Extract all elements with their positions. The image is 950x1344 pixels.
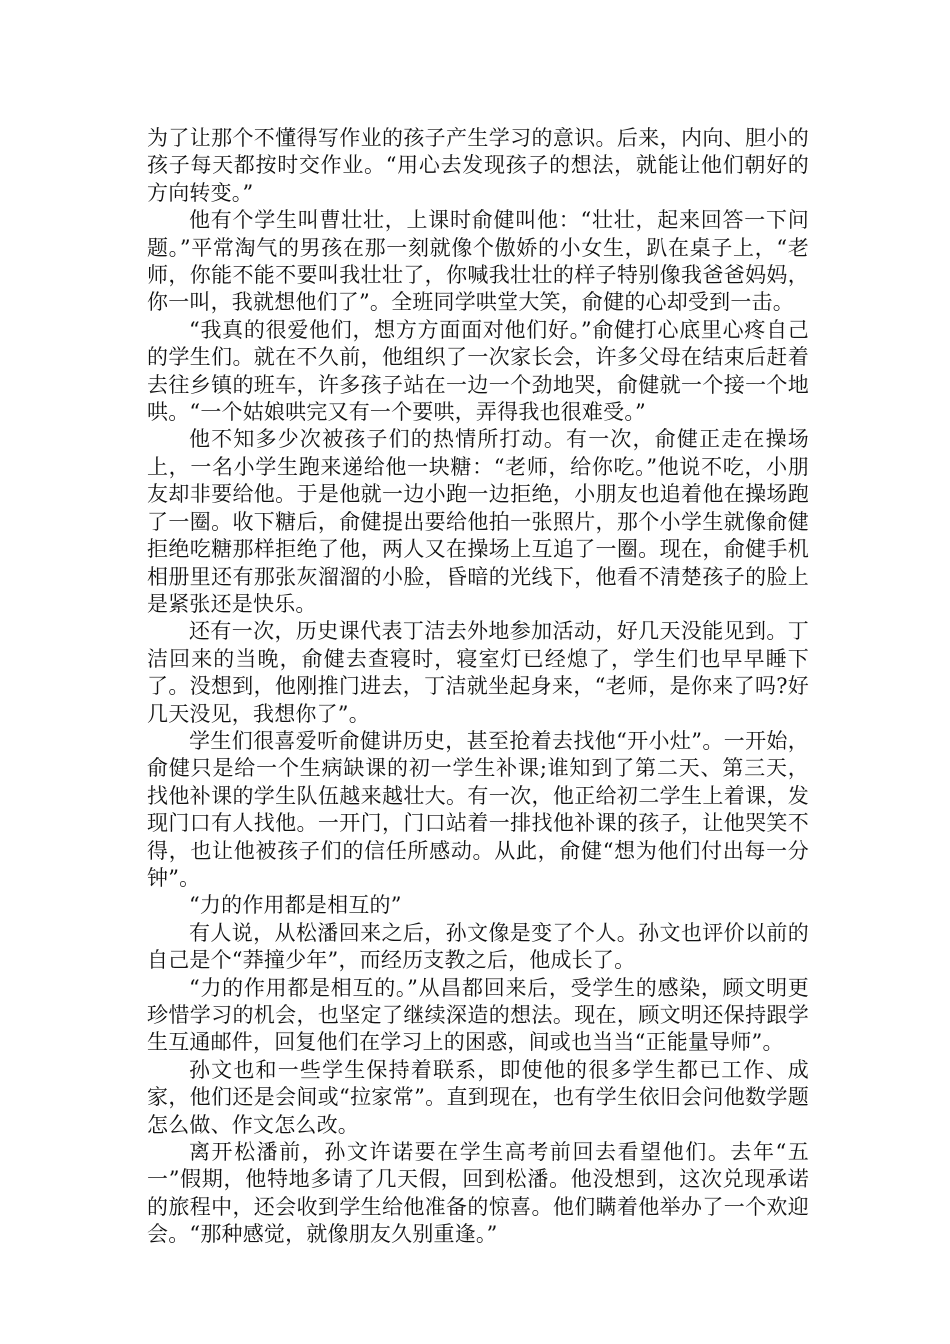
paragraph-2: 他有个学生叫曹壮壮，上课时俞健叫他：“壮壮，起来回答一下问题。”平常淘气的男孩在那一刻就像个傲娇的小女生，趴在桌子上，“老师，你能不能不要叫我壮壮了，你喊我壮壮的样子特别像我爸爸妈妈，你一叫，我就想他们了”。全班同学哄堂大笑，俞健的心却受到一击。 xyxy=(147,208,809,315)
paragraph-5: 还有一次，历史课代表丁洁去外地参加活动，好几天没能见到。丁洁回来的当晚，俞健去查寝时，寝室灯已经熄了，学生们也早早睡下了。没想到，他刚推门进去，丁洁就坐起身来，“老师，是你来了吗?好几天没见，我想你了”。 xyxy=(147,619,809,726)
paragraph-1: 为了让那个不懂得写作业的孩子产生学习的意识。后来，内向、胆小的孩子每天都按时交作业。“用心去发现孩子的想法，就能让他们朝好的方向转变。” xyxy=(147,126,809,205)
paragraph-4: 他不知多少次被孩子们的热情所打动。有一次，俞健正走在操场上，一名小学生跑来递给他一块糖：“老师，给你吃。”他说不吃，小朋友却非要给他。于是他就一边小跑一边拒绝，小朋友也追着他在操场跑了一圈。收下糖后，俞健提出要给他拍一张照片，那个小学生就像俞健拒绝吃糖那样拒绝了他，两人又在操场上互追了一圈。现在，俞健手机相册里还有那张灰溜溜的小脸，昏暗的光线下，他看不清楚孩子的脸上是紧张还是快乐。 xyxy=(147,427,809,616)
paragraph-10: 离开松潘前，孙文许诺要在学生高考前回去看望他们。去年“五一”假期，他特地多请了几天假，回到松潘。他没想到，这次兑现承诺的旅程中，还会收到学生给他准备的惊喜。他们瞒着他举办了一个欢迎会。“那种感觉，就像朋友久别重逢。” xyxy=(147,1140,809,1247)
article-body xyxy=(147,125,809,1249)
paragraph-9: 孙文也和一些学生保持着联系，即使他的很多学生都已工作、成家，他们还是会间或“拉家常”。直到现在，也有学生依旧会问他数学题怎么做、作文怎么改。 xyxy=(147,1057,809,1137)
paragraph-7: 有人说，从松潘回来之后，孙文像是变了个人。孙文也评价以前的自己是个“莽撞少年”，而经历支教之后，他成长了。 xyxy=(147,920,809,973)
paragraph-3: “我真的很爱他们，想方方面面对他们好。”俞健打心底里心疼自己的学生们。就在不久前，他组织了一次家长会，许多父母在结束后赶着去往乡镇的班车，许多孩子站在一边一个劲地哭，俞健就一个接一个地哄。“一个姑娘哄完又有一个要哄，弄得我也很难受。” xyxy=(147,317,809,425)
section-heading: “力的作用都是相互的” xyxy=(189,893,402,918)
paragraph-6: 学生们很喜爱听俞健讲历史，甚至抢着去找他“开小灶”。一开始，俞健只是给一个生病缺课的初一学生补课;谁知到了第二天、第三天，找他补课的学生队伍越来越壮大。有一次，他正给初二学生上着课，发现门口有人找他。一开门，门口站着一排找他补课的孩子，让他哭笑不得，也让他被孩子们的信任所感动。从此，俞健“想为他们付出每一分钟”。 xyxy=(147,728,809,890)
paragraph-8: “力的作用都是相互的。”从昌都回来后，受学生的感染，顾文明更珍惜学习的机会，也坚定了继续深造的想法。现在，顾文明还保持跟学生互通邮件，回复他们在学习上的困惑，间或也当当“正能量导师”。 xyxy=(147,975,809,1055)
